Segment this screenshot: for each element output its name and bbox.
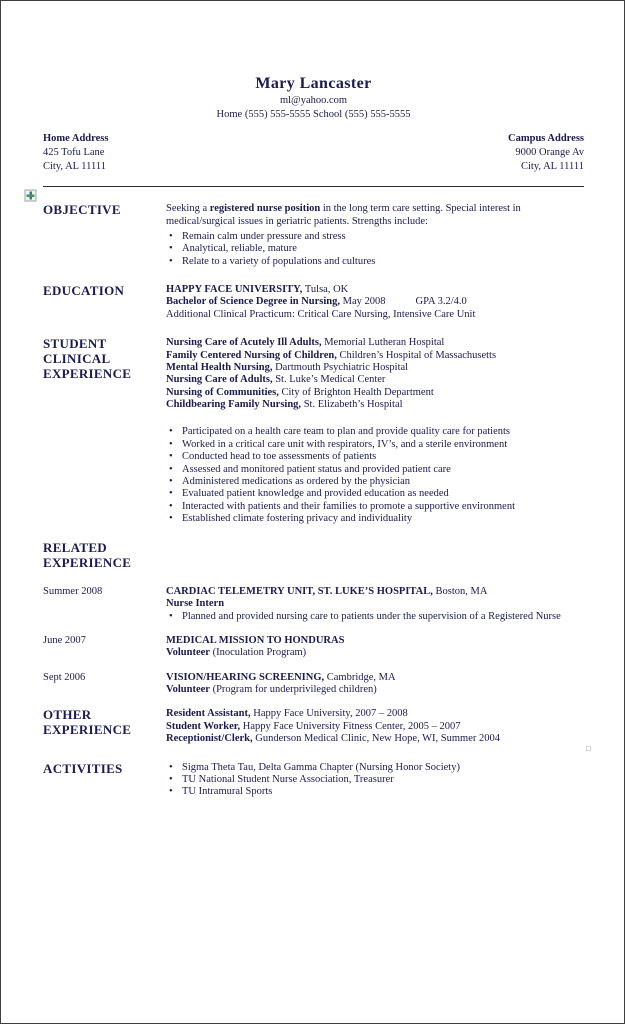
entry-title [166,586,584,598]
bullet-item [166,786,584,798]
intro-pre: Seeking a [166,203,210,215]
education-body [166,284,584,321]
entry-title [166,672,584,684]
job-detail: Happy Face University, 2007 – 2008 [250,708,408,720]
bullet-text: Administered medications as ordered by the physician [182,475,411,487]
course-line [166,374,584,386]
course-site: Dartmouth Psychiatric Hospital [272,361,409,373]
entry-title-bold: VISION/HEARING SCREENING, [166,671,325,683]
bullet-text: Interacted with patients and their families to promote a supportive environment [182,500,515,512]
objective-bullets [166,231,584,268]
degree-name: Bachelor of Science Degree in Nursing, [166,296,341,308]
practicum-line: Additional Clinical Practicum: Critical Care Nursing, Intensive Care Unit [166,308,476,320]
course-site: Memorial Lutheran Hospital [321,337,445,349]
bullet-dot: • [169,786,173,798]
job-detail: Gunderson Medical Clinic, New Hope, WI, Summer 2004 [252,733,501,745]
home-address-block [43,132,108,173]
course-line [166,399,584,411]
heading-line: RELATED [43,540,107,556]
bullet-dot: • [169,773,173,785]
course-site: St. Elizabeth’s Hospital [301,399,403,411]
entry-role-rest: (Program for underprivileged children) [209,684,377,696]
entry-date: Summer 2008 [43,585,103,597]
bullet-dot: • [169,426,173,438]
resume-header [43,75,584,121]
school-location: Tulsa, OK [302,284,349,296]
job-line [166,733,584,745]
bullet-dot: • [169,451,173,463]
bullet-text: Relate to a variety of populations and cultures [182,255,376,267]
clinical-heading [43,337,166,525]
entry-date: Sept 2006 [43,671,86,683]
objective-body [166,203,584,268]
course-line [166,387,584,399]
heading-line: EXPERIENCE [43,555,132,571]
school-name: HAPPY FACE UNIVERSITY, [166,284,303,296]
degree-line [166,296,584,308]
bullet-dot: • [169,610,173,622]
address-label: Home Address [43,133,109,145]
paste-options-icon[interactable] [24,189,37,202]
bullet-text: Assessed and monitored patient status and provided patient care [182,463,451,475]
entry-title-rest: Boston, MA [432,585,488,597]
objective-intro [166,203,584,228]
section-clinical [43,337,584,525]
gpa-text: GPA 3.2/4.0 [415,296,467,308]
entry-role-rest: (Inoculation Program) [209,647,307,659]
phone-text: Home (555) 555-5555 School (555) 555-5555 [216,109,411,121]
clinical-body [166,337,584,525]
section-activities [43,762,584,799]
bullet-text: Conducted head to toe assessments of patients [182,451,377,463]
entry-role-bold: Volunteer [166,647,210,659]
bullet-dot: • [169,475,173,487]
experience-entry [43,586,584,623]
job-line [166,721,584,733]
address-label: Campus Address [508,133,584,145]
bullet-dot: • [169,255,173,267]
bullet-item [166,488,584,500]
heading-line: OTHER [43,707,92,723]
course-name: Mental Health Nursing, [166,361,273,373]
entry-role-bold: Volunteer [166,684,210,696]
bullet-text: Remain calm under pressure and stress [182,230,346,242]
address-line: 9000 Orange Av [515,146,584,158]
related-heading [43,541,584,570]
bullet-text: Sigma Theta Tau, Delta Gamma Chapter (Nursing Honor Society) [182,761,460,773]
entry-bullet [166,611,584,623]
bullet-text: Participated on a health care team to plan and provide quality care for patients [182,426,510,438]
address-line: City, AL 11111 [43,160,106,172]
entry-title-bold: MEDICAL MISSION TO HONDURAS [166,634,345,646]
education-heading: EDUCATION [43,283,125,299]
spacer [166,411,584,423]
section-objective [43,203,584,268]
bullet-dot: • [169,488,173,500]
course-name: Nursing Care of Acutely Ill Adults, [166,337,322,349]
bullet-item [166,762,584,774]
address-line: City, AL 11111 [521,160,584,172]
entry-title-rest: Cambridge, MA [324,671,396,683]
course-line [166,350,584,362]
section-other [43,708,584,745]
entry-title [166,635,584,647]
bullet-item [166,243,584,255]
bullet-item [166,774,584,786]
other-heading [43,708,166,745]
course-name: Nursing Care of Adults, [166,374,273,386]
bullet-item [166,231,584,243]
course-name: Childbearing Family Nursing, [166,399,302,411]
bullet-item [166,256,584,268]
job-title: Receptionist/Clerk, [166,733,253,745]
bullet-dot: • [169,230,173,242]
other-body [166,708,584,745]
entry-body [166,672,584,697]
course-name: Nursing of Communities, [166,386,279,398]
job-detail: Happy Face University Fitness Center, 2005 – 2007 [240,720,461,732]
entry-role [166,598,584,610]
bullet-text: Planned and provided nursing care to patients under the supervision of a Registered Nurse [182,610,561,622]
intro-bold: registered nurse position [209,203,321,215]
bullet-item [166,426,584,438]
bullet-item [166,464,584,476]
degree-date: May 2008 [340,296,386,308]
bullet-item [166,513,584,525]
bullet-item [166,476,584,488]
heading-line: EXPERIENCE [43,722,132,738]
course-name: Family Centered Nursing of Children, [166,349,337,361]
bullet-text: TU Intramural Sports [182,786,273,798]
stray-square-glyph: □ [586,744,591,753]
objective-heading: OBJECTIVE [43,202,121,218]
section-related [43,541,584,696]
experience-entry [43,672,584,697]
bullet-dot: • [169,513,173,525]
bullet-dot: • [169,500,173,512]
bullet-dot: • [169,243,173,255]
header-divider [43,186,584,187]
course-site: St. Luke’s Medical Center [272,374,386,386]
bullet-dot: • [169,761,173,773]
bullet-item [166,451,584,463]
experience-entry [43,635,584,660]
entry-body [166,586,584,623]
bullet-text: Established climate fostering privacy and individuality [182,513,413,525]
bullet-item [166,501,584,513]
entry-title-bold: CARDIAC TELEMETRY UNIT, ST. LUKE’S HOSPITAL, [166,585,433,597]
section-education [43,284,584,321]
intro-post: in the long term care setting. Special interest in medical/surgical issues in geriatric patients. Strengths include: [166,203,521,227]
school-line [166,284,584,296]
entry-role [166,684,584,696]
course-line [166,362,584,374]
bullet-text: TU National Student Nurse Association, Treasurer [182,773,394,785]
job-title: Student Worker, [166,720,241,732]
activities-heading: ACTIVITIES [43,760,123,776]
address-line: 425 Tofu Lane [43,146,105,158]
campus-address-block [508,132,584,173]
bullet-text: Worked in a critical care unit with respirators, IV’s, and a sterile environment [182,438,508,450]
entry-body [166,635,584,660]
course-line [166,337,584,349]
entry-role-bold: Nurse Intern [166,598,225,610]
clinical-bullets [166,426,584,525]
bullet-dot: • [169,463,173,475]
job-line [166,708,584,720]
bullet-text: Analytical, reliable, mature [182,243,297,255]
bullet-text: Evaluated patient knowledge and provided education as needed [182,488,449,500]
course-site: Children’s Hospital of Massachusetts [336,349,497,361]
resume-content [1,1,624,799]
job-title: Resident Assistant, [166,708,251,720]
person-name: Mary Lancaster [255,75,372,92]
entry-date: June 2007 [43,634,86,646]
email-text: ml@yahoo.com [279,95,348,106]
address-row [43,132,584,173]
course-site: City of Brighton Health Department [278,386,434,398]
heading-line: EXPERIENCE [43,365,132,381]
activities-body [166,762,584,799]
bullet-item [166,439,584,451]
bullet-dot: • [169,438,173,450]
heading-line: CLINICAL [43,350,111,366]
heading-line: STUDENT [43,336,107,352]
entry-role [166,647,584,659]
